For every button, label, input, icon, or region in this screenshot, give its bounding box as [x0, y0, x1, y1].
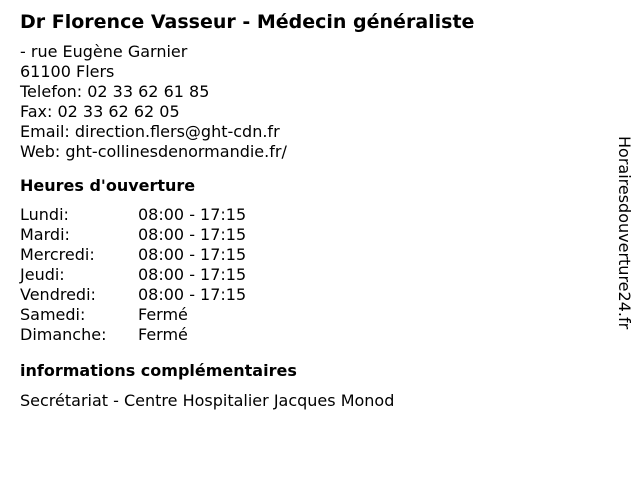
- hours-time: Fermé: [138, 325, 188, 344]
- opening-hours-table: [20, 205, 600, 345]
- hours-day: Lundi:: [20, 205, 69, 224]
- phone-text: Telefon: 02 33 62 61 85: [20, 82, 210, 101]
- hours-day: Vendredi:: [20, 285, 96, 304]
- address-street: - rue Eugène Garnier: [20, 42, 188, 61]
- hours-time: Fermé: [138, 305, 188, 324]
- hours-row: [20, 305, 600, 325]
- hours-day: Mercredi:: [20, 245, 95, 264]
- page-title: Dr Florence Vasseur - Médecin généraliste: [20, 11, 475, 33]
- hours-row: [20, 205, 600, 225]
- hours-day: Dimanche:: [20, 325, 107, 344]
- spacer: [20, 162, 600, 176]
- hours-time: 08:00 - 17:15: [138, 205, 247, 224]
- hours-row: [20, 225, 600, 245]
- hours-time: 08:00 - 17:15: [138, 285, 247, 304]
- hours-time: 08:00 - 17:15: [138, 265, 247, 284]
- hours-day: Samedi:: [20, 305, 86, 324]
- hours-day: Mardi:: [20, 225, 70, 244]
- website-link[interactable]: Web: ght-collinesdenormandie.fr/: [20, 142, 287, 161]
- spacer: [20, 381, 600, 391]
- hours-time: 08:00 - 17:15: [138, 225, 247, 244]
- hours-row: [20, 285, 600, 305]
- address-block: [20, 42, 600, 162]
- doctor-card: [20, 10, 600, 411]
- fax-text: Fax: 02 33 62 62 05: [20, 102, 180, 121]
- additional-info-text: Secrétariat - Centre Hospitalier Jacques Monod: [20, 391, 395, 410]
- spacer: [20, 345, 600, 361]
- hours-row: [20, 265, 600, 285]
- email-text[interactable]: Email: direction.flers@ght-cdn.fr: [20, 122, 280, 141]
- hours-time: 08:00 - 17:15: [138, 245, 247, 264]
- hours-row: [20, 245, 600, 265]
- hours-row: [20, 325, 600, 345]
- address-city: 61100 Flers: [20, 62, 115, 81]
- additional-info-heading: informations complémentaires: [20, 361, 297, 380]
- hours-day: Jeudi:: [20, 265, 65, 284]
- opening-hours-heading: Heures d'ouverture: [20, 176, 196, 195]
- site-brand-vertical[interactable]: Horairesdouverture24.fr: [615, 136, 634, 330]
